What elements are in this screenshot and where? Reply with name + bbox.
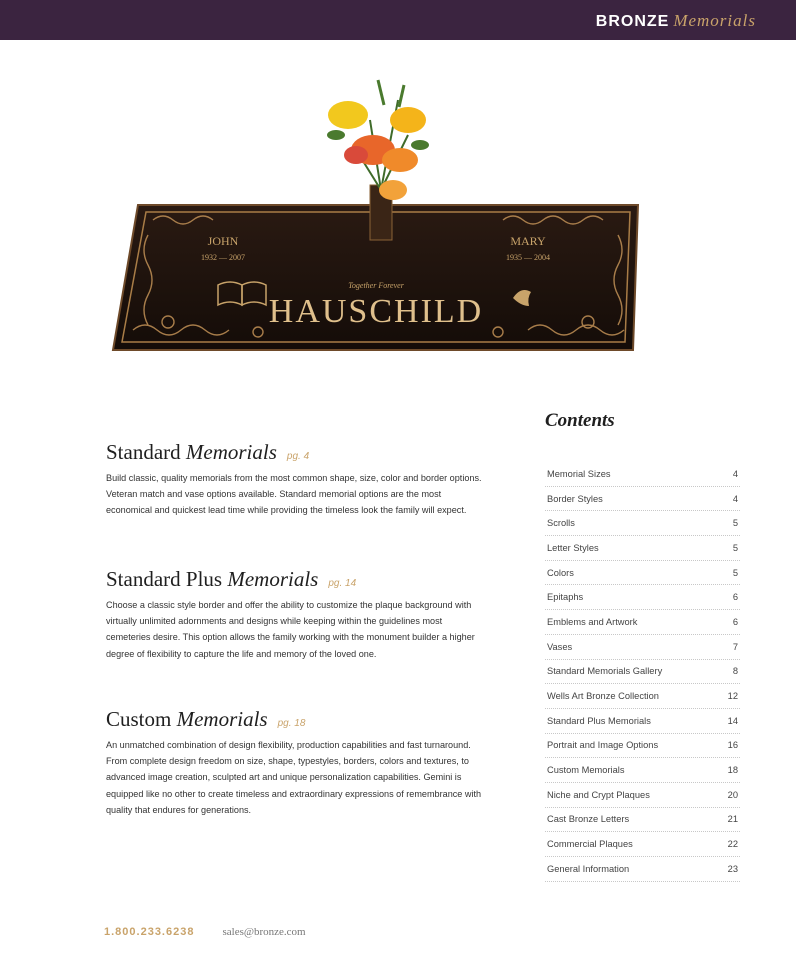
- toc-label: Emblems and Artwork: [547, 616, 638, 627]
- toc-label: Wells Art Bronze Collection: [547, 691, 659, 702]
- page-ref: pg. 14: [328, 578, 357, 589]
- toc-item[interactable]: [545, 660, 740, 685]
- toc-item[interactable]: [545, 487, 740, 512]
- toc-item[interactable]: [545, 511, 740, 536]
- toc-item[interactable]: [545, 734, 740, 759]
- toc-page: 18: [727, 765, 738, 776]
- toc-item[interactable]: [545, 536, 740, 561]
- toc-item[interactable]: [545, 857, 740, 882]
- heading-italic: Memorials: [185, 440, 277, 464]
- toc-item[interactable]: [545, 610, 740, 635]
- footer-phone: 1.800.233.6238: [104, 926, 195, 938]
- section-standard-plus-memorials: [106, 567, 486, 662]
- toc-page: 5: [732, 542, 738, 553]
- brand-title: [596, 11, 756, 31]
- toc-page: 16: [727, 740, 738, 751]
- toc-label: Custom Memorials: [547, 765, 625, 776]
- toc-label: Niche and Crypt Plaques: [547, 789, 650, 800]
- brand-bold: BRONZE: [595, 13, 670, 30]
- toc-label: Cast Bronze Letters: [547, 814, 630, 825]
- toc-item[interactable]: [545, 808, 740, 833]
- section-body: Build classic, quality memorials from the most common shape, size, color and border options. Veteran match and vase options available. Standard memorial options are the most economical and quickest lead time while providing the timeless look the family will expect.: [106, 473, 482, 516]
- toc-label: Colors: [547, 567, 574, 578]
- toc-label: Border Styles: [547, 493, 603, 504]
- heading-italic: Memorials: [227, 567, 319, 591]
- toc-item[interactable]: [545, 585, 740, 610]
- toc-item[interactable]: [545, 783, 740, 808]
- toc-label: General Information: [547, 863, 630, 874]
- toc-label: Portrait and Image Options: [547, 740, 659, 751]
- toc-page: 5: [732, 567, 738, 578]
- section-heading: [106, 440, 486, 465]
- toc-page: 12: [727, 691, 738, 702]
- plaque-right-name: MARY: [510, 234, 546, 248]
- toc-item[interactable]: [545, 709, 740, 734]
- toc-item[interactable]: [545, 635, 740, 660]
- toc-page: 4: [732, 468, 738, 479]
- contents-title: Contents: [545, 410, 615, 431]
- brand-italic: Memorials: [673, 11, 756, 30]
- toc-page: 20: [727, 789, 738, 800]
- contents-list: [545, 462, 740, 882]
- heading-plain: Custom: [106, 707, 177, 731]
- hero-plaque-image: [108, 60, 648, 360]
- table-of-contents: [545, 410, 740, 882]
- toc-item[interactable]: [545, 758, 740, 783]
- toc-label: Commercial Plaques: [547, 839, 633, 850]
- page-ref: pg. 4: [286, 451, 310, 462]
- toc-page: 6: [732, 616, 738, 627]
- toc-page: 6: [732, 592, 738, 603]
- toc-page: 5: [732, 518, 738, 529]
- plaque-left-name: JOHN: [207, 234, 239, 248]
- section-body: Choose a classic style border and offer the ability to customize the plaque background with virtually unlimited adornments and designs while keeping within the guidelines most cemeteries desire. This option allows the family working with the monument builder a higher degree of flexibility to capture the life and memory of the loved one.: [106, 600, 475, 659]
- toc-label: Vases: [547, 641, 573, 652]
- toc-page: 8: [732, 666, 738, 677]
- plaque-right-dates: 1935 — 2004: [506, 253, 550, 262]
- toc-page: 14: [727, 715, 738, 726]
- toc-label: Epitaphs: [547, 592, 584, 603]
- heading-plain: Standard: [106, 440, 186, 464]
- toc-item[interactable]: [545, 684, 740, 709]
- toc-label: Standard Memorials Gallery: [547, 666, 663, 677]
- toc-label: Standard Plus Memorials: [547, 715, 651, 726]
- section-heading: [106, 567, 486, 592]
- top-banner: [0, 0, 796, 40]
- toc-item[interactable]: [545, 832, 740, 857]
- toc-item[interactable]: [545, 462, 740, 487]
- toc-page: 22: [727, 839, 738, 850]
- plaque-tagline: Together Forever: [348, 281, 404, 290]
- toc-label: Memorial Sizes: [547, 468, 611, 479]
- section-body: An unmatched combination of design flexibility, production capabilities and fast turnaround. From complete design freedom on size, shape, typestyles, borders, colors and textures, to advanced image creation, sculpted art and unique personalization capabilities. Gemini is equipped like no other to create timeless and extraordinary expressions of remembrance with quality that endures for generations.: [106, 740, 482, 815]
- footer-email-link[interactable]: sales@bronze.com: [222, 926, 306, 938]
- section-heading: [106, 707, 486, 732]
- footer-contact: [104, 926, 306, 938]
- toc-page: 21: [727, 814, 738, 825]
- plaque-family-name: HAUSCHILD: [268, 293, 484, 330]
- toc-label: Scrolls: [547, 518, 575, 529]
- toc-label: Letter Styles: [547, 542, 599, 553]
- section-custom-memorials: [106, 707, 486, 818]
- page-ref: pg. 18: [277, 718, 306, 729]
- toc-page: 4: [732, 493, 738, 504]
- toc-item[interactable]: [545, 561, 740, 586]
- heading-italic: Memorials: [176, 707, 268, 731]
- toc-page: 7: [732, 641, 738, 652]
- plaque-left-dates: 1932 — 2007: [201, 253, 245, 262]
- toc-page: 23: [727, 863, 738, 874]
- section-standard-memorials: [106, 440, 486, 519]
- heading-plain: Standard Plus: [106, 567, 228, 591]
